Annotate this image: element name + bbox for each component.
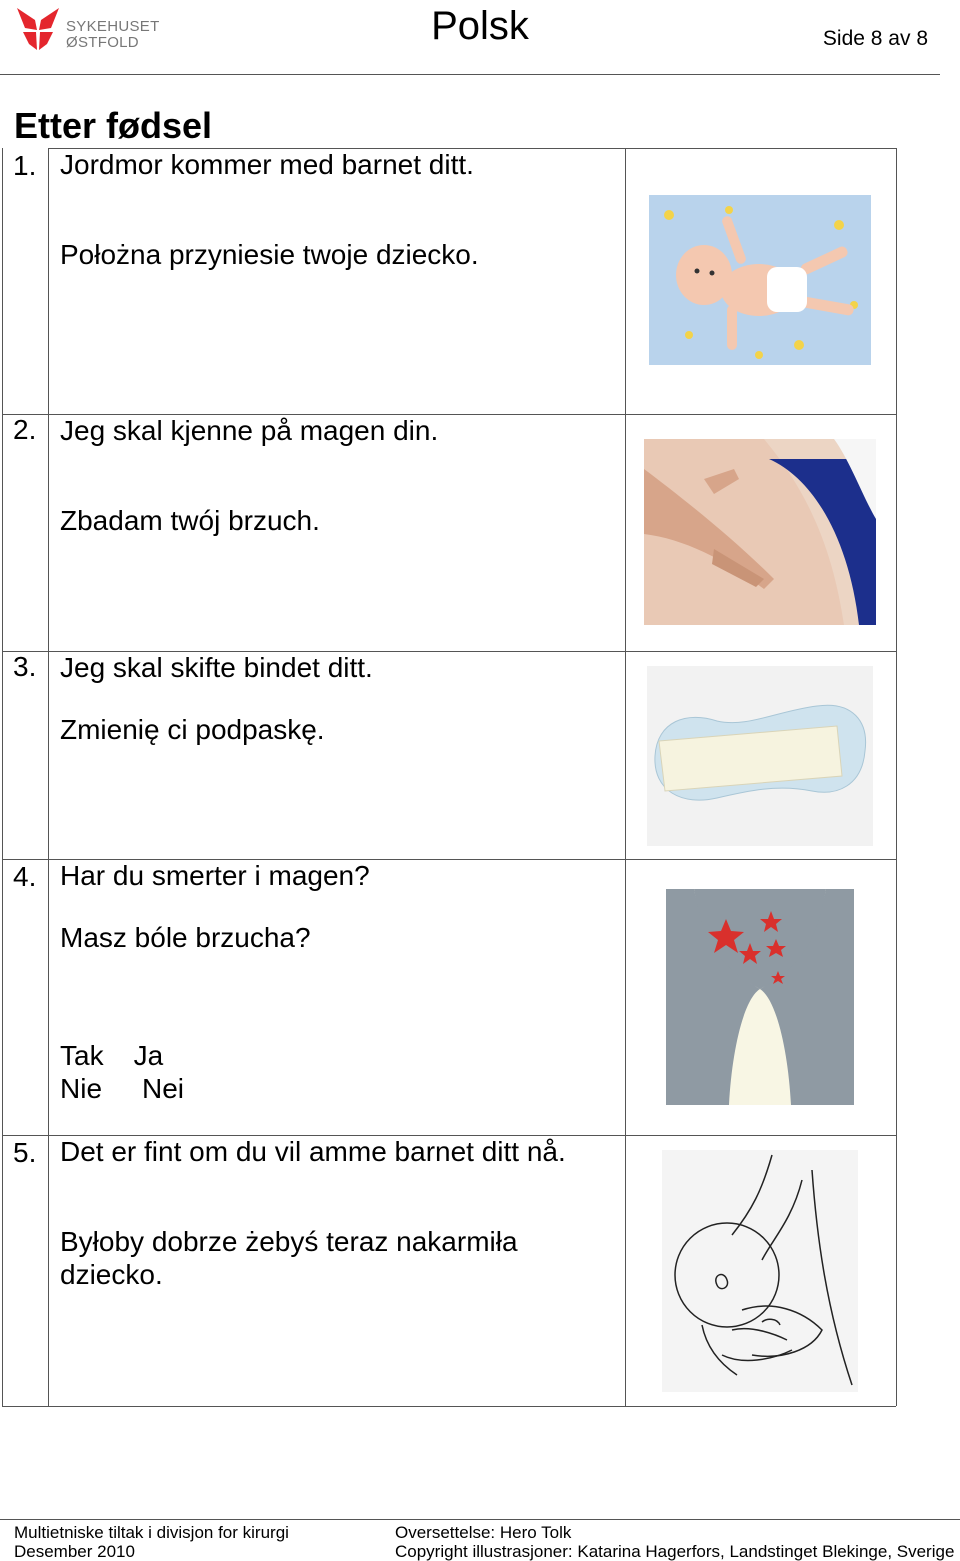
abdomen-photo-icon	[644, 439, 876, 625]
logo-line-2: ØSTFOLD	[66, 34, 139, 51]
page-title: Polsk	[431, 4, 529, 48]
polish-text: Byłoby dobrze żebyś teraz nakarmiła dziecko.	[60, 1226, 518, 1290]
header-divider	[0, 74, 940, 75]
item-number: 5.	[13, 1137, 37, 1168]
answer-no	[60, 1072, 610, 1105]
table-row	[2, 859, 896, 1135]
section-title: Etter fødsel	[14, 105, 213, 146]
norwegian-text: Det er fint om du vil amme barnet ditt nå.	[60, 1136, 566, 1167]
table-row	[2, 148, 896, 414]
item-number: 3.	[13, 651, 37, 682]
answer-yes	[60, 1039, 610, 1072]
table-right-border	[896, 148, 897, 1406]
logo-line-1: SYKEHUSET	[66, 18, 160, 35]
norwegian-text: Jordmor kommer med barnet ditt.	[60, 149, 474, 180]
footer-right	[395, 1523, 954, 1561]
answer-no-polish: Nie	[60, 1073, 103, 1104]
footer-date: Desember 2010	[14, 1542, 135, 1561]
item-number: 2.	[13, 414, 37, 445]
polish-text: Zbadam twój brzuch.	[60, 505, 320, 536]
footer-translation: Oversettelse: Hero Tolk	[395, 1523, 572, 1542]
answer-yes-polish: Tak	[60, 1040, 104, 1071]
footer-divider	[0, 1519, 960, 1520]
answer-yes-norwegian: Ja	[133, 1040, 164, 1071]
item-number: 4.	[13, 861, 37, 892]
footer-left	[14, 1523, 289, 1561]
baby-photo-icon	[649, 195, 871, 365]
table-row	[2, 651, 896, 859]
footer-division: Multietniske tiltak i divisjon for kirurgi	[14, 1523, 289, 1542]
polish-text: Masz bóle brzucha?	[60, 922, 311, 953]
page-number: Side 8 av 8	[822, 27, 928, 50]
breastfeeding-illustration-icon	[662, 1150, 858, 1392]
item-number: 1.	[13, 150, 37, 181]
norwegian-text: Jeg skal kjenne på magen din.	[60, 415, 439, 446]
table-row	[2, 414, 896, 651]
norwegian-text: Jeg skal skifte bindet ditt.	[60, 652, 373, 683]
footer-copyright: Copyright illustrasjoner: Katarina Hagerfors, Landstinget Blekinge, Sverige	[395, 1542, 955, 1561]
norwegian-text: Har du smerter i magen?	[60, 860, 370, 891]
polish-text: Położna przyniesie twoje dziecko.	[60, 239, 479, 270]
answer-no-norwegian: Nei	[142, 1073, 185, 1104]
abdominal-pain-illustration-icon	[666, 889, 854, 1105]
table-row	[2, 1135, 896, 1406]
table-bottom-border	[2, 1406, 896, 1407]
polish-text: Zmienię ci podpaskę.	[60, 714, 325, 745]
sanitary-pad-photo-icon	[647, 666, 873, 846]
phrase-table	[2, 148, 896, 1406]
